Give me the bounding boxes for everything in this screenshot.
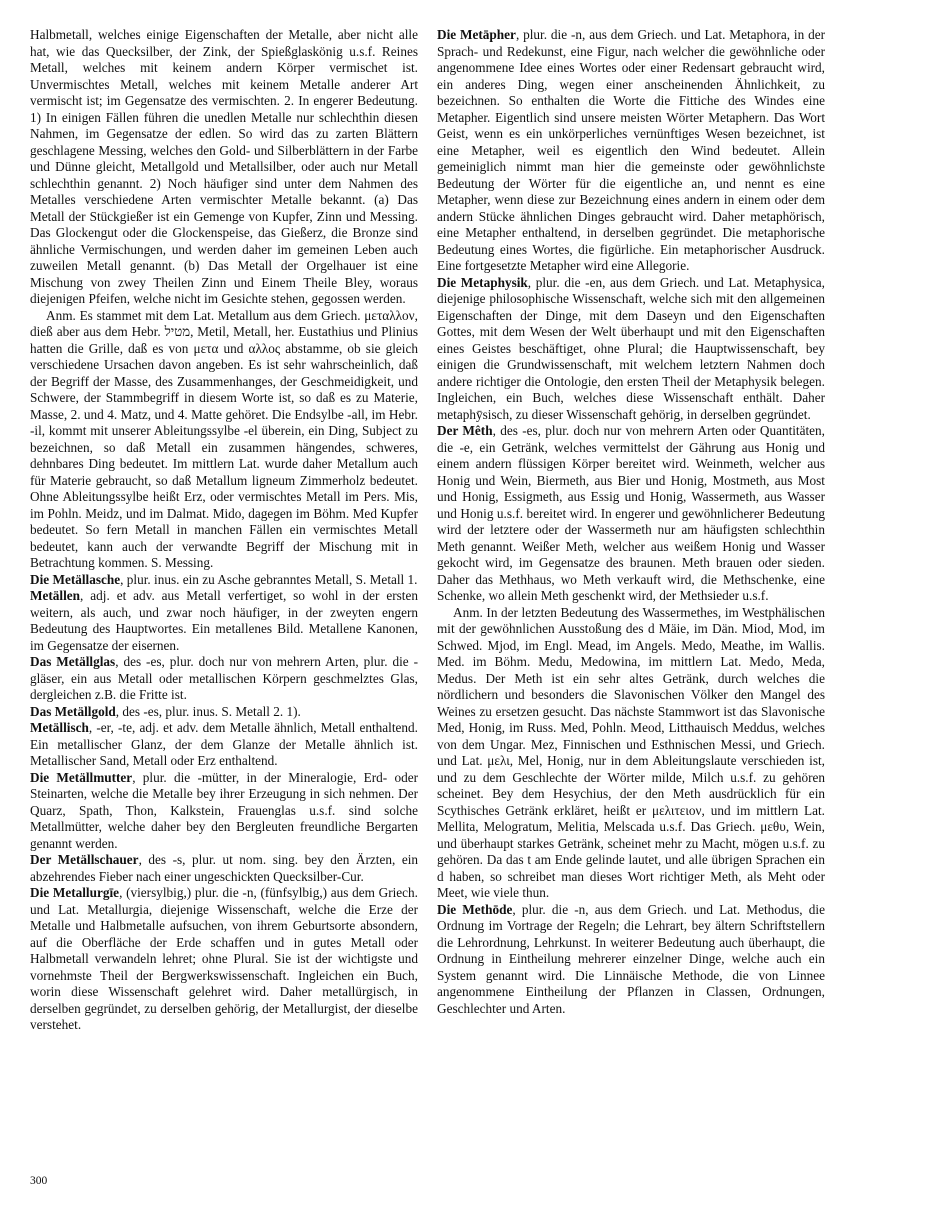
entry-metallisch: [30, 720, 418, 770]
entry-text: Anm. Es stammet mit dem Lat. Metallum aus dem Griech. μεταλλον, dieß aber aus dem Hebr. מטיל, Metil, Metall, her. Eustathius und Plinius hatten die Grille, daß es von μετα und αλλος abstamme, ob sie gleich verschiedene Ursachen davon angeben. Es ist sehr wahrscheinlich, daß der Begriff der Masse, des Zusammenhanges, der Geschmeidigkeit, und Schwere, der Stammbegriff in diesem Worte ist, so daß es zu Materie, Masse, 2. und 4. Matz, und 4. Matte gehöret. Die Endsylbe -all, im Hebr. -il, kommt mit unserer Ableitungssylbe -el überein, ein Ding, Subject zu bezeichnen, so daß Metall ein zusammen hängendes, schweres, dehnbares Ding bedeutet. Im mittlern Lat. wurde daher Metallum auch für Materie gebraucht, so daß Metallum ligneum Zimmerholz bedeutet. Ohne Ableitungssylbe heißt Erz, oder vermischtes Metall im Pers. Mis, im Pohln. Meidz, und im Dalmat. Mido, dagegen im Böhm. Med Kupfer bedeutet. So fern Metall in manchen Fällen ein vermischtes Metall bedeutet, kann auch der verwandte Begriff der Mischung mit in Betrachtung kommen. S. Messing.: [30, 307, 419, 570]
entry-text: , plur. die -n, aus dem Griech. und Lat. Metaphora, in der Sprach- und Redekunst, eine Figur, nach welcher die gewöhnliche oder angenommene Idee eines Wortes oder einer Redensart gebraucht wird, ein anderes Ding, wegen einer anscheinenden Ähnlichkeit, zu bezeichnen. So enthalten die Worte die Fittiche des Windes eine Metapher. Eigentlich sind unsere meisten Wörter Metaphern. Das Wort Geist, wenn es ein unkörperliches vernünftiges Wesen bezeichnet, ist eine Metapher, weil es eigentlich den Wind bedeutet. Allein gemeiniglich nimmt man hier die gemeinste oder gewöhnlichste Bedeutung der Wörter für die eigentliche an, und nennt es eine Metapher, wenn diese zur Bezeichnung eines andern in einem oder dem andern Stücke ähnlichen Dinges gebraucht wird. Daher metaphörisch, eine Metapher enthaltend, in derselben gegründet. Die metaphorische Bedeutung eines Wortes, die figürliche. Ein metaphorischer Ausdruck. Eine fortgesetzte Metapher wird eine Allegorie.: [437, 27, 825, 273]
entry-text: , (viersylbig,) plur. die -n, (fünfsylbig,) aus dem Griech. und Lat. Metallurgia, diejenige Wissenschaft, welche die Erze der Metalle und Halbmetalle aufsuchen, von ihrem Geburtsorte absondern, auf die Oberfläche der Erde schaffen und in gutes Metall oder Halbmetall verwandeln lehret; ohne Plural. Sie ist der wichtigste und vornehmste Theil der Bergwerkswissenschaft. Ingleichen ein Buch, worin diese Wissenschaft gelehret wird. Daher metallürgisch, in derselben gegründet, zu derselben gehörig, der Metallurgist, der dieselbe verstehet.: [30, 885, 418, 1032]
entry-headword: Die Methōde: [437, 901, 513, 917]
entry-text: , des -s, plur. ut nom. sing. bey den Ärzten, ein abzehrendes Fieber nach einer ungeschickten Quecksilber-Cur.: [30, 852, 419, 884]
entry-headword: Das Metällglas: [30, 654, 116, 669]
entry-text: , plur. die -en, aus dem Griech. und Lat. Metaphysica, diejenige philosophische Wissenschaft, welche sich mit den allgemeinen Eigenschaften der Dinge, mit dem Daseyn und den Eigenschaften Gottes, mit dem Wesen der Welt überhaupt und mit den Eigenschaften eines Geistes beschäftiget, ohne Plural; die Hauptwissenschaft, bey einigen die Grundwissenschaft, mit welchem letztern Nahmen doch andere richtiger die Ontologie, den ersten Theil der Metaphysik belegen. Ingleichen, ein Buch, welches diese Wissenschaft enthält. Daher metaphȳsisch, zu dieser Wissenschaft gehörig, in derselben gegründet.: [437, 274, 825, 422]
entry-headword: Die Metällasche: [30, 571, 121, 587]
entry-headword: Die Metällmutter: [30, 769, 133, 785]
annotation-paragraph: [30, 308, 418, 572]
entry-headword: Der Mêth: [437, 423, 493, 438]
entry-metallen: [30, 588, 418, 654]
right-column: [437, 27, 825, 1017]
entry-text: , des -es, plur. inus. S. Metall 2. 1).: [115, 703, 301, 719]
entry-text: , plur. inus. ein zu Asche gebranntes Metall, S. Metall 1.: [120, 571, 418, 587]
entry-headword: Metällen: [30, 588, 81, 603]
entry-metallurgie: [30, 885, 418, 1034]
entry-text: , plur. die -mütter, in der Mineralogie, Erd- oder Steinarten, welche die Metalle bey ihrer Erzeugung in sich nehmen. Der Quarz, Spath, Thon, Kalkstein, Frauenglas u.s.f. sind solche Metallmütter, welche daher bey den Bergleuten freundliche Bergarten genannt werden.: [30, 769, 418, 851]
entry-methode: [437, 902, 825, 1018]
entry-metallgold: [30, 704, 418, 721]
entry-metaphysik: [437, 275, 825, 424]
annotation-paragraph: [437, 605, 825, 902]
entry-text: , des -es, plur. doch nur von mehrern Arten oder Quantitäten, die -e, ein Getränk, welches vermittelst der Gährung aus Honig und einem andern flüssigen Körper bereitet wird. Weinmeth, welcher aus Honig und Wein, Biermeth, aus Bier und Honig, Mostmeth, aus Most und Honig, Essigmeth, aus Essig und Honig, Wassermeth, aus Wasser und Honig u.s.f. bereitet wird. In engerer und gewöhnlicherer Bedeutung wird der letztere oder der Wassermeth nur am häufigsten schlechthin Meth genannt. Weißer Meth, welcher aus weißem Honig und Wasser gekocht wird, im Gegensatze des braunen. Meth brauen oder sieden. Daher das Methhaus, wo Meth verkauft wird, die Methschenke, eine Schenke, wo allein Meth geschenkt wird, der Methsieder u.s.f.: [437, 423, 825, 603]
entry-metallglas: [30, 654, 418, 704]
entry-metallasche: [30, 572, 418, 589]
entry-text: , -er, -te, adj. et adv. dem Metalle ähnlich, Metall enthaltend. Ein metallischer Glanz, der dem Glanze der Metalle ähnlich ist. Metallischer Sand, Metall oder Erz enthaltend.: [30, 720, 418, 768]
entry-headword: Die Metallurgīe: [30, 885, 120, 900]
entry-headword: Metällisch: [30, 720, 89, 735]
paragraph: [30, 27, 418, 308]
entry-metallschauer: [30, 852, 418, 885]
entry-meth: [437, 423, 825, 605]
entry-headword: Die Metāpher: [437, 27, 516, 42]
entry-text: , des -es, plur. doch nur von mehrern Arten, plur. die -gläser, ein aus Metall oder metallischen Körpern geschmelztes Glas, dergleichen z.B. die Fritte ist.: [30, 654, 419, 702]
entry-headword: Der Metällschauer: [30, 852, 139, 867]
entry-text: , plur. die -n, aus dem Griech. und Lat. Methodus, die Ordnung im Vortrage der Regeln; die Lehrart, bey ältern Schriftstellern die Lehrordnung, Lehrkunst. In weiterer Bedeutung auch überhaupt, die Ordnung in Eintheilung mehrerer einzelner Dinge, welche auch ein System genannt wird. Die Linnäische Methode, die von Linnee angenommene Eintheilung der Pflanzen in Classen, Ordnungen, Geschlechter und Arten.: [437, 901, 825, 1016]
entry-metapher: [437, 27, 825, 275]
left-column: [30, 27, 418, 1034]
entry-text: Anm. In der letzten Bedeutung des Wassermethes, im Westphälischen mit der gewöhnlichen Ausstoßung des d Mäie, im Dän. Miod, Mod, im Schwed. Mjod, im Engl. Mead, im Angels. Medo, Meathe, im Wallis. Med. im Böhm. Medu, Medowina, im mittlern Lat. Medo, Meda, Medus. Der Meth ist ein sehr altes Getränk, durch welches die nördlichern und besonders die Slavonischen Völker den Mangel des Weines zu ersetzen gesucht. Das nächste Stammwort ist das Slavonische Med, Honig, im Russ. Med, Pohln. Meod, Litthauisch Meddus, welches von dem Ungar. Mez, Finnischen und Esthnischen Messi, und Griech. und Lat. μελι, Mel, Honig, nur in dem Ableitungslaute verschieden ist, und zu dem Geschlechte der Wörter milde, Milch u.s.f. zu gehören scheinet. Bey dem Hesychius, der den Meth ausdrücklich für ein Scythisches Getränk erkläret, heißt er μελιτειον, und im mittlern Lat. Mellita, Melogratum, Melitia, Melscada u.s.f. Das Griech. μεθυ, Wein, und überhaupt starkes Getränk, scheinet mehr zu Macht, mögen u.s.f. zu gehören. Da das t am Ende gelinde lautet, und alle übrigen Sprachen ein d haben, so schreibet man dieses Wort richtiger Meth, als Meht oder Meet, wie viele thun.: [437, 604, 825, 900]
entry-headword: Das Metällgold: [30, 703, 116, 719]
entry-text: Halbmetall, welches einige Eigenschaften der Metalle, aber nicht alle hat, wie das Quecksilber, der Zink, der Spießglaskönig u.s.f. Reines Metall, welches mit keinem andern Körper vermischet ist. Unvermischtes Metall, welches mit keinem Metalle anderer Art vermischt ist; im Gegensatze des vermischten. 2. In engerer Bedeutung. 1) In einigen Fällen führen die unedlen Metalle nur schlechthin diesen Nahmen, im Gegensatze der edlen. So wird das zu zarten Blättern geschlagene Messing, welches den Gold- und Silberblättern in der Farbe und Dünne gleicht, Metallgold und Metallsilber, oder auch nur Metall schlechthin genannt. 2) Noch häufiger sind unter dem Nahmen des Metalles verschiedene Arten vermischter Metalle bekannt. (a) Das Metall der Stückgießer ist ein Gemenge von Kupfer, Zinn und Messing. Das Glockengut oder die Glockenspeise, das Gießerz, die Bronze sind ähnliche Vermischungen, und werden daher im gemeinen Leben auch zuweilen Metall genannt. (b) Das Metall der Orgelhauer ist eine Mischung von zwey Theilen Zinn und Einem Theile Bley, woraus diejenigen Pfeifen, welche nicht im Gesichte stehen, gegossen werden.: [30, 27, 418, 306]
entry-metallmutter: [30, 770, 418, 853]
entry-headword: Die Metaphysik: [437, 274, 528, 290]
entry-text: , adj. et adv. aus Metall verfertiget, so wohl in der ersten weitern, als auch, und zwar noch häufiger, in der zweyten engern Bedeutung des Hauptwortes. Ein metallenes Bild. Metallene Kanonen, im Gegensatze der eisernen.: [30, 588, 418, 653]
page-number: 300: [30, 1175, 48, 1187]
